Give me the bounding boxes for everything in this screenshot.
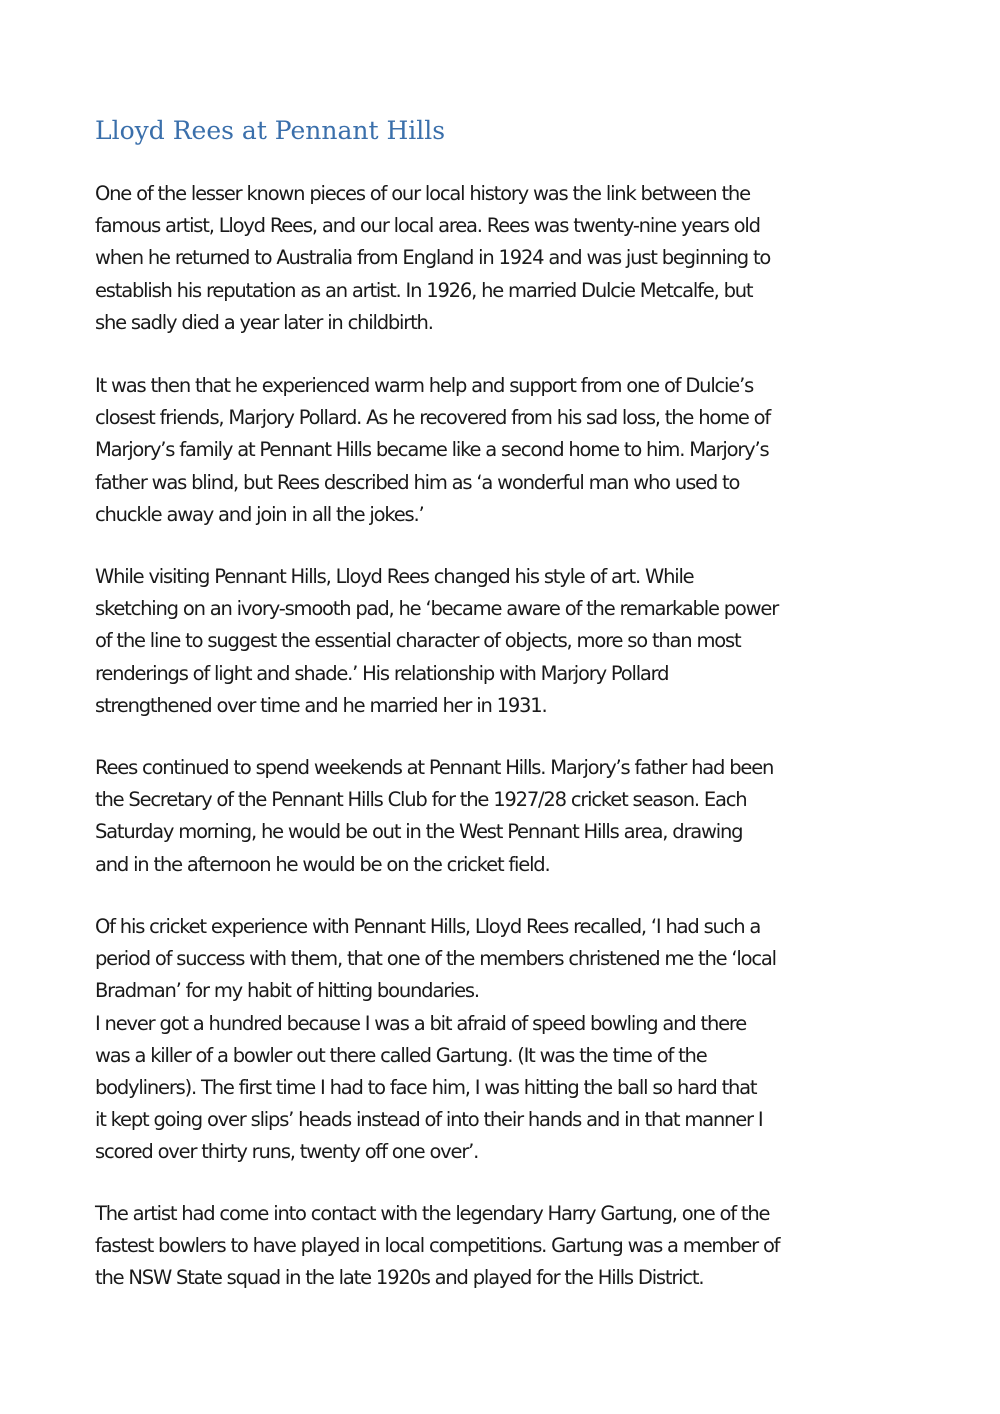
text-line: Bradman’ for my habit of hitting boundaries. [95, 979, 479, 1003]
text-line: I never got a hundred because I was a bit afraid of speed bowling and there [95, 1011, 747, 1035]
text-line: fastest bowlers to have played in local competitions. Gartung was a member of [95, 1234, 780, 1258]
text-line: and in the afternoon he would be on the cricket field. [95, 852, 550, 876]
paragraph-3 [95, 561, 915, 722]
text-line: she sadly died a year later in childbirth. [95, 310, 433, 334]
paragraph-6 [95, 1198, 915, 1295]
paragraph-4 [95, 752, 915, 881]
text-line: Of his cricket experience with Pennant Hills, Lloyd Rees recalled, ‘I had such a [95, 915, 761, 938]
text-line: It was then that he experienced warm help and support from one of Dulcie’s [95, 374, 754, 397]
text-line: famous artist, Lloyd Rees, and our local area. Rees was twenty-nine years old [95, 214, 760, 238]
paragraph-5 [95, 911, 915, 1169]
text-line: The artist had come into contact with the legendary Harry Gartung, one of the [95, 1202, 770, 1225]
text-line: chuckle away and join in all the jokes.’ [95, 502, 424, 526]
text-line: One of the lesser known pieces of our local history was the link between the [95, 182, 750, 205]
text-line: the Secretary of the Pennant Hills Club for the 1927/28 cricket season. Each [95, 788, 747, 812]
text-line: Saturday morning, he would be out in the West Pennant Hills area, drawing [95, 820, 743, 844]
text-line: bodyliners). The first time I had to face him, I was hitting the ball so hard that [95, 1076, 757, 1100]
paragraph-2 [95, 370, 915, 531]
text-line: establish his reputation as an artist. In 1926, he married Dulcie Metcalfe, but [95, 278, 753, 302]
text-line: when he returned to Australia from England in 1924 and was just beginning to [95, 246, 771, 270]
text-line: strengthened over time and he married her in 1931. [95, 693, 547, 717]
text-line: the NSW State squad in the late 1920s and played for the Hills District. [95, 1266, 704, 1290]
text-line: it kept going over slips’ heads instead of into their hands and in that manner I [95, 1108, 763, 1132]
text-line: father was blind, but Rees described him as ‘a wonderful man who used to [95, 470, 740, 494]
text-line: of the line to suggest the essential character of objects, more so than most [95, 629, 741, 653]
text-line: renderings of light and shade.’ His relationship with Marjory Pollard [95, 661, 669, 685]
text-line: scored over thirty runs, twenty off one over’. [95, 1140, 479, 1164]
page-title: Lloyd Rees at Pennant Hills [95, 116, 446, 145]
text-line: period of success with them, that one of the members christened me the ‘local [95, 947, 776, 971]
text-line: was a killer of a bowler out there called Gartung. (It was the time of the [95, 1043, 707, 1067]
text-line: While visiting Pennant Hills, Lloyd Rees changed his style of art. While [95, 565, 694, 588]
paragraph-1 [95, 178, 915, 339]
text-line: Marjory’s family at Pennant Hills became like a second home to him. Marjory’s [95, 438, 769, 462]
text-line: sketching on an ivory-smooth pad, he ‘became aware of the remarkable power [95, 597, 779, 621]
text-line: closest friends, Marjory Pollard. As he recovered from his sad loss, the home of [95, 406, 771, 430]
text-line: Rees continued to spend weekends at Pennant Hills. Marjory’s father had been [95, 756, 774, 779]
